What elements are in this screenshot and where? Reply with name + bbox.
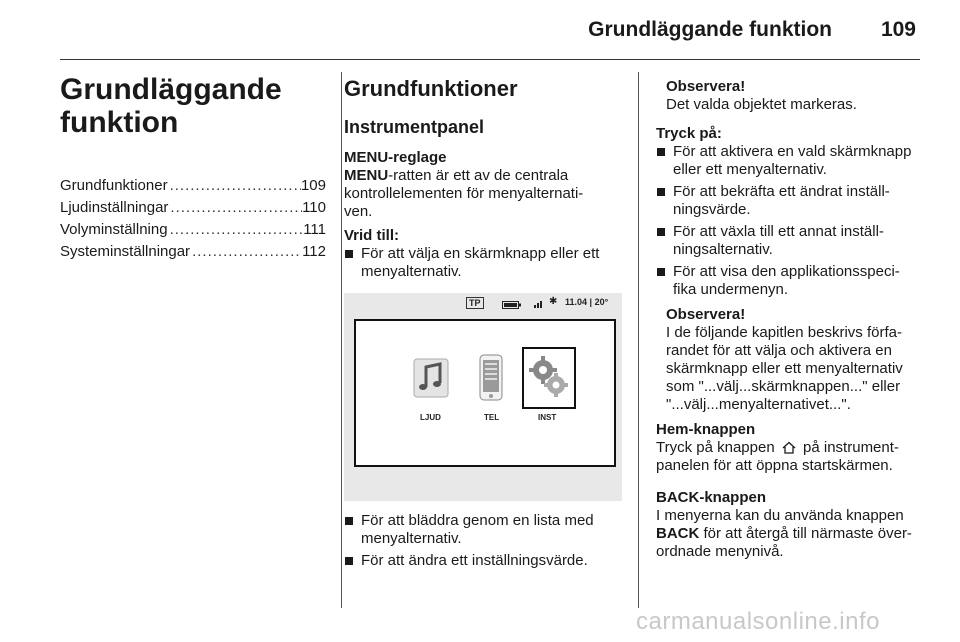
signal-strength-icon bbox=[534, 299, 544, 309]
bullet-item bbox=[344, 552, 626, 570]
note-title: Observera! bbox=[666, 306, 746, 323]
running-header-title: Grundläggande funktion bbox=[588, 18, 832, 41]
toc-entry-page: 109 bbox=[300, 177, 326, 194]
bullet-item bbox=[656, 183, 922, 219]
tp-indicator: TP bbox=[466, 297, 484, 309]
note-title: Observera! bbox=[666, 78, 746, 95]
chapter-title-line-1: Grundläggande bbox=[60, 73, 282, 106]
toc-leader-dots bbox=[168, 221, 304, 238]
home-text-line-2: panelen för att öppna startskärmen. bbox=[656, 457, 893, 474]
menu-text-line-2: kontrollelementen för menyalternati- bbox=[344, 185, 584, 202]
bullet-item bbox=[344, 245, 626, 281]
toc-entry[interactable] bbox=[60, 221, 326, 243]
back-text-line-1: I menyerna kan du använda knappen bbox=[656, 507, 904, 524]
bullet-square-icon bbox=[345, 250, 353, 258]
toc-leader-dots bbox=[168, 199, 302, 216]
infotainment-screen-illustration bbox=[344, 293, 622, 501]
watermark: carmanualsonline.info bbox=[636, 608, 880, 635]
toc-entry[interactable] bbox=[60, 177, 326, 199]
battery-icon bbox=[502, 301, 522, 309]
screen-tile-label: TEL bbox=[484, 413, 500, 422]
home-text-line-1b: på instrument- bbox=[803, 439, 899, 456]
toc-entry-page: 111 bbox=[303, 221, 326, 238]
toc-leader-dots bbox=[190, 243, 302, 260]
toc-entry-page: 110 bbox=[302, 199, 326, 216]
toc-entry[interactable] bbox=[60, 243, 326, 265]
chapter-title-line-2: funktion bbox=[60, 106, 179, 139]
column-divider-1 bbox=[341, 72, 342, 608]
menu-bold-term: MENU bbox=[344, 167, 389, 184]
bullet-text: För att visa den applikationsspeci-fika undermenyn. bbox=[673, 263, 900, 298]
turn-label: Vrid till: bbox=[344, 227, 400, 244]
bullet-item bbox=[656, 223, 922, 259]
bullet-item bbox=[656, 263, 922, 299]
outside-temperature: 20° bbox=[594, 297, 609, 307]
toc-entry-title: Grundfunktioner bbox=[60, 177, 168, 194]
home-text-line-1a: Tryck på knappen bbox=[656, 439, 775, 456]
bullet-item bbox=[656, 143, 922, 179]
bullet-text: För att bekräfta ett ändrat inställ-ningsvärde. bbox=[673, 183, 890, 218]
header-rule bbox=[60, 59, 920, 60]
bullet-square-icon bbox=[345, 557, 353, 565]
bullet-square-icon bbox=[657, 268, 665, 276]
screen-tile-label: LJUD bbox=[420, 413, 441, 422]
table-of-contents bbox=[60, 177, 326, 265]
page-number: 109 bbox=[880, 18, 916, 41]
back-bold-term: BACK bbox=[656, 525, 700, 542]
toc-leader-dots bbox=[168, 177, 301, 194]
menu-paragraph bbox=[344, 167, 624, 221]
screen-tile-label: INST bbox=[538, 413, 557, 422]
phone-icon bbox=[478, 354, 504, 402]
toc-entry-title: Systeminställningar bbox=[60, 243, 191, 260]
home-paragraph bbox=[656, 439, 926, 475]
settings-gears-icon bbox=[528, 355, 570, 399]
bullet-text: För att växla till ett annat inställ-ningsalternativ. bbox=[673, 223, 884, 258]
toc-entry-page: 112 bbox=[302, 243, 326, 260]
clock-readout: 11.04 | 20° bbox=[565, 297, 609, 307]
bullet-square-icon bbox=[657, 188, 665, 196]
menu-heading: MENU-reglage bbox=[344, 149, 447, 166]
chapter-title bbox=[60, 73, 330, 139]
note-text: Det valda objektet markeras. bbox=[666, 96, 857, 113]
back-text-line-2: för att återgå till närmaste över- bbox=[699, 525, 912, 542]
bullet-item bbox=[344, 512, 626, 548]
bullet-square-icon bbox=[657, 148, 665, 156]
bullet-text: För att välja en skärmknapp eller ett menyalternativ. bbox=[361, 245, 600, 280]
back-paragraph bbox=[656, 507, 926, 561]
bullet-text: För att bläddra genom en lista med menyalternativ. bbox=[361, 512, 594, 547]
menu-text-line-3: ven. bbox=[344, 203, 373, 220]
toc-entry-title: Ljudinställningar bbox=[60, 199, 169, 216]
section-heading: Grundfunktioner bbox=[344, 76, 518, 101]
bullet-square-icon bbox=[657, 228, 665, 236]
bluetooth-icon: ✱ bbox=[549, 296, 558, 307]
music-note-icon bbox=[412, 357, 452, 401]
bullet-text: För att aktivera en vald skärmknapp eller ett menyalternativ. bbox=[673, 143, 912, 178]
press-label: Tryck på: bbox=[656, 125, 722, 142]
back-text-line-3: ordnade menynivå. bbox=[656, 543, 784, 560]
toc-entry[interactable] bbox=[60, 199, 326, 221]
column-divider-2 bbox=[638, 72, 639, 608]
home-icon bbox=[782, 441, 796, 454]
clock-time: 11.04 bbox=[565, 297, 588, 307]
subsection-heading: Instrumentpanel bbox=[344, 117, 485, 137]
back-heading: BACK-knappen bbox=[656, 489, 767, 506]
bullet-text: För att ändra ett inställningsvärde. bbox=[361, 552, 588, 569]
home-heading: Hem-knappen bbox=[656, 421, 756, 438]
menu-text-line-1: -ratten är ett av de centrala bbox=[388, 167, 569, 184]
toc-entry-title: Volyminställning bbox=[60, 221, 168, 238]
note-text: I de följande kapitlen beskrivs förfa-randet för att välja och aktivera en skärmknapp eller ett menyalternativ som "...välj...skärmknappen..." eller "...välj...menyalternativet...". bbox=[666, 324, 903, 413]
screen-display bbox=[354, 319, 616, 467]
bullet-square-icon bbox=[345, 517, 353, 525]
